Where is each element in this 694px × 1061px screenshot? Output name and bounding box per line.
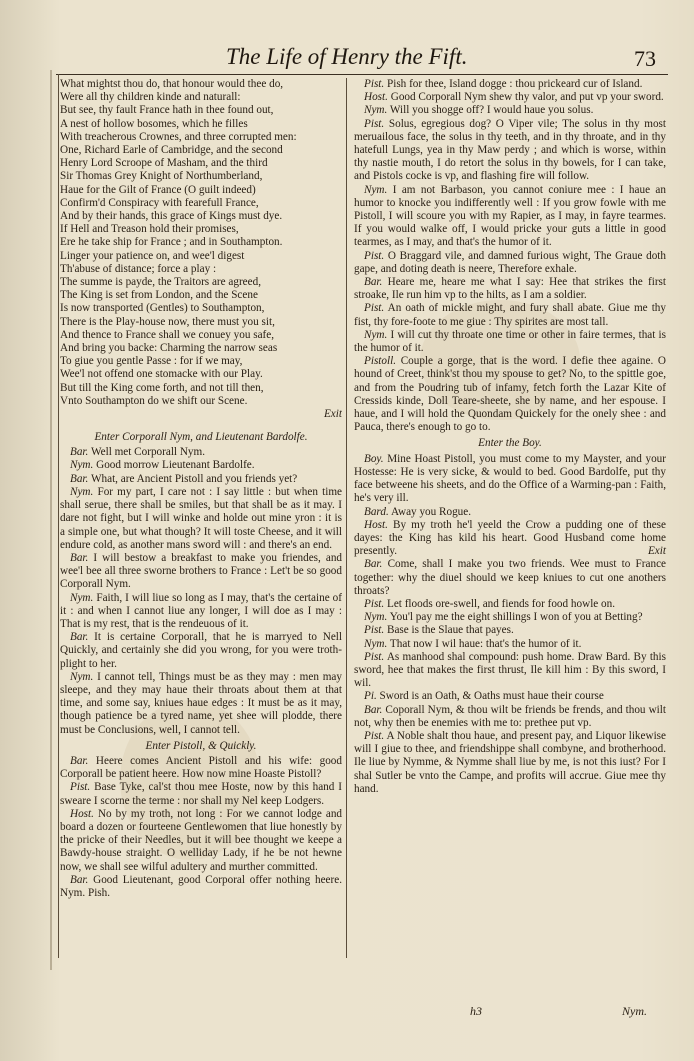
verse-line: And thence to France shall we conuey you safe,	[60, 328, 275, 341]
speaker-prefix: Pist.	[364, 624, 385, 637]
speaker-prefix: Nym.	[364, 637, 388, 650]
speech	[354, 91, 666, 104]
chorus-verse	[60, 78, 342, 408]
speech-text: Let floods ore-swell, and fiends for food howle on.	[387, 597, 616, 610]
speaker-prefix: Nym.	[70, 459, 94, 472]
facing-page-bleed	[0, 70, 48, 970]
verse-line: Haue for the Gilt of France (O guilt indeed)	[60, 183, 256, 196]
verse-line: Sir Thomas Grey Knight of Northumberland,	[60, 170, 263, 183]
speaker-prefix: Bar.	[70, 631, 89, 644]
speech	[60, 486, 342, 552]
speaker-prefix: Bar.	[70, 551, 89, 564]
speech	[354, 276, 666, 302]
speaker-prefix: Nym.	[70, 670, 94, 683]
speech-text: Good morrow Lieutenant Bardolfe.	[96, 459, 255, 472]
speech-text: Away you Rogue.	[390, 505, 472, 518]
speech-text: I am not Barbason, you cannot coniure mee : I haue an humor to knocke you indifferently well : If you grow fowle with me Pistoll, I will scoure you with my Rapier, as I may, in fayre tearmes. If you would walke off, I would pricke your guts a little in good tearmes, as I may, and that's the humor of it.	[354, 183, 666, 249]
verse-line: But see, thy fault France hath in thee found out,	[60, 104, 274, 117]
speech-text: Mine Hoast Pistoll, you must come to my Mayster, and your Hostesse: He is very sicke, & would to bed. Good Bardolfe, put thy face betweene his sheets, and do the Office of a Warming-pan : Faith, he's very ill.	[354, 452, 666, 505]
verse-line: There is the Play-house now, there must you sit,	[60, 315, 275, 328]
speech	[354, 118, 666, 184]
speech	[354, 730, 666, 796]
speech-text: Couple a gorge, that is the word. I defie thee againe. O hound of Creet, think'st thou my spouse to get? No, to the spittle goe, and from the Poudring tub of infamy, fetch forth the Lazar Kite of Cressids kinde, Doll Teare-sheete, she by name, and her espouse. I haue, and I will hold the Quondam Quickely for the onely shee : and Pauca, there's enough to go to.	[354, 355, 666, 434]
speech	[354, 329, 666, 355]
dialogue-block	[354, 453, 666, 796]
verse-line: To giue you gentle Passe : for if we may,	[60, 355, 243, 368]
speech	[354, 250, 666, 276]
speech	[354, 104, 666, 117]
speech-text: Good Corporall Nym shew thy valor, and put vp your sword.	[390, 91, 664, 104]
verse-line: Were all thy children kinde and naturall:	[60, 91, 241, 104]
speaker-prefix: Pist.	[364, 249, 385, 262]
verse-line: But till the King come forth, and not till then,	[60, 381, 264, 394]
verse-line: Th'abuse of distance; force a play :	[60, 262, 217, 275]
speech	[354, 184, 666, 250]
speech-text: I will cut thy throate one time or other in faire termes, that is the humor of it.	[354, 328, 667, 355]
verse-line: And by their hands, this grace of Kings must dye.	[60, 210, 283, 223]
speech-text: Base is the Slaue that payes.	[387, 624, 514, 637]
speaker-prefix: Pist.	[364, 302, 385, 315]
running-header	[56, 44, 668, 75]
speaker-prefix: Pist.	[364, 597, 385, 610]
speech	[354, 611, 666, 624]
right-column	[354, 78, 666, 796]
speech	[60, 808, 342, 874]
speech-text: What, are Ancient Pistoll and you friends yet?	[90, 472, 298, 485]
dialogue-block	[60, 755, 342, 900]
speaker-prefix: Nym.	[364, 104, 388, 117]
speech-text: Good Lieutenant, good Corporal offer nothing heere. Nym. Pish.	[60, 873, 343, 899]
stage-direction: Enter Pistoll, & Quickly.	[145, 739, 257, 752]
speaker-prefix: Nym.	[364, 328, 388, 341]
speech	[60, 592, 342, 632]
speaker-prefix: Bar.	[364, 703, 383, 716]
speech-text: Sword is an Oath, & Oaths must haue their course	[379, 690, 604, 703]
verse-line: One, Richard Earle of Cambridge, and the second	[60, 144, 283, 157]
speaker-prefix: Host.	[364, 518, 388, 531]
speaker-prefix: Boy.	[364, 452, 384, 465]
speech	[354, 558, 666, 598]
speech-text: An oath of mickle might, and fury shall abate. Giue me thy fist, thy fore-foote to me giue : Thy spirites are most tall.	[354, 302, 666, 328]
speech	[60, 473, 342, 486]
speech-text: It is certaine Corporall, that he is marryed to Nell Quickly, and certainly she did you wrong, for you were troth-plight to her.	[60, 631, 342, 670]
exit-direction: Exit	[647, 545, 666, 558]
speech	[60, 755, 342, 781]
speaker-prefix: Pist.	[364, 650, 385, 663]
verse-line: If Hell and Treason hold their promises,	[60, 223, 239, 236]
speech	[354, 704, 666, 730]
verse-line: Henry Lord Scroope of Masham, and the third	[60, 157, 268, 170]
signature-mark: h3	[470, 1004, 482, 1018]
speech	[354, 519, 666, 559]
speech	[354, 651, 666, 691]
speech	[60, 781, 342, 807]
speech-text: By my troth he'l yeeld the Crow a pudding one of these dayes: the King has kild his heart. Good Husband come home presently.	[354, 518, 667, 558]
speaker-prefix: Nym.	[70, 591, 94, 604]
verse-line: What mightst thou do, that honour would thee do,	[60, 78, 284, 90]
stage-direction: Enter the Boy.	[478, 437, 542, 450]
dialogue-block	[354, 78, 666, 434]
speech	[354, 506, 666, 519]
running-title: The Life of Henry the Fift.	[226, 44, 468, 69]
speech	[354, 355, 666, 434]
speaker-prefix: Pist.	[364, 78, 385, 90]
speaker-prefix: Nym.	[364, 611, 388, 624]
speech-text: You'l pay me the eight shillings I won of you at Betting?	[389, 611, 643, 624]
speaker-prefix: Host.	[70, 807, 94, 820]
exit-direction: Exit	[323, 408, 342, 421]
speech	[60, 459, 342, 472]
speech-text: As manhood shal compound: push home. Draw Bard. By this sword, hee that makes the first thrust, Ile kill him : By this sword, I wil.	[354, 650, 666, 690]
verse-line: The summe is payde, the Traitors are agreed,	[60, 276, 262, 289]
speech	[354, 690, 666, 703]
speaker-prefix: Pi.	[364, 690, 377, 703]
speech-text: Will you shogge off? I would haue you solus.	[389, 104, 594, 117]
speaker-prefix: Bard.	[364, 505, 389, 518]
speech	[354, 453, 666, 506]
speech-text: Coporall Nym, & thou wilt be friends be frends, and thou wilt not, why then be enemies with me to: prethee put vp.	[354, 703, 666, 729]
left-column	[60, 78, 342, 900]
speech	[354, 638, 666, 651]
speech	[60, 446, 342, 459]
speaker-prefix: Bar.	[364, 276, 383, 289]
speaker-prefix: Nym.	[364, 183, 388, 196]
speaker-prefix: Pist.	[364, 117, 385, 130]
speaker-prefix: Nym.	[70, 485, 94, 498]
speaker-prefix: Bar.	[70, 446, 89, 459]
speech-text: I cannot tell, Things must be as they may : men may sleepe, and they may haue their throats about them at that time, and some say, kniues haue edges : It must be as it may, though patience be a tyred name, yet shee will plodde, there must be Conclusions, well, I cannot tell.	[60, 670, 342, 736]
speech-text: Heere comes Ancient Pistoll and his wife: good Corporall be patient heere. How now mine Hoaste Pistoll?	[60, 754, 342, 781]
speech-text: O Braggard vile, and damned furious wight, The Graue doth gape, and doting death is neere, Therefore exhale.	[354, 249, 666, 275]
verse-line: Linger your patience on, and wee'l digest	[60, 249, 245, 262]
verse-line: Ere he take ship for France ; and in Southampton.	[60, 236, 283, 249]
verse-line: And bring you backe: Charming the narrow seas	[60, 342, 278, 355]
speech-text: Base Tyke, cal'st thou mee Hoste, now by this hand I sweare I scorne the terme : nor shall my Nel keep Lodgers.	[60, 781, 343, 807]
speech	[60, 671, 342, 737]
speech-text: A Noble shalt thou haue, and present pay, and Liquor likewise will I giue to thee, and friendshippe shall combyne, and brotherhood. Ile liue by Nymme, & Nymme shall liue by me, is not this iust? For I shal Sutler be vnto the Campe, and profits will accrue. Giue mee thy hand.	[354, 729, 666, 795]
column-border	[58, 74, 59, 958]
page-number: 73	[634, 46, 656, 71]
speech-text: That now I wil haue: that's the humor of it.	[389, 637, 582, 650]
speech	[60, 552, 342, 592]
speech	[60, 631, 342, 671]
speaker-prefix: Host.	[364, 91, 388, 104]
speaker-prefix: Bar.	[70, 472, 89, 485]
stage-direction: Enter Corporall Nym, and Lieutenant Bardolfe.	[94, 431, 308, 444]
speaker-prefix: Pist.	[70, 781, 91, 794]
speech	[354, 302, 666, 328]
speech-text: Heare me, heare me what I say: Hee that strikes the first stroake, Ile run him vp to the hilts, as I am a soldier.	[354, 276, 667, 302]
verse-line: Vnto Southampton do we shift our Scene.	[60, 394, 248, 407]
speech-text: Pish for thee, Island dogge : thou prickeard cur of Island.	[387, 78, 643, 90]
speaker-prefix: Bar.	[70, 873, 89, 886]
speech-text: Solus, egregious dog? O Viper vile; The solus in thy most meruailous face, the solus in thy teeth, and in thy throate, and in thy hatefull Lungs, yea in thy Maw perdy ; and which is worse, within thy nastie mouth, I do retort the solus in thy bowels, for I can take, and Pistols cocke is vp, and flashing fire will follow.	[354, 117, 666, 183]
speech	[354, 78, 666, 91]
speech-text: For my part, I care not : I say little : but when time shall serue, there shall be smiles, but that shall be as it may. I dare not fight, but I will winke and holde out mine yron : it is a simple one, but what though? It will toste Cheese, and it will endure cold, as another mans sword will : and there's an end.	[60, 485, 343, 551]
verse-line: With treacherous Crownes, and three corrupted men:	[60, 130, 297, 143]
speech	[354, 598, 666, 611]
verse-line: Confirm'd Conspiracy with fearefull France,	[60, 196, 259, 209]
verse-line: Wee'l not offend one stomacke with our Play.	[60, 368, 263, 381]
gutter-rule	[50, 70, 52, 970]
speaker-prefix: Bar.	[364, 558, 383, 571]
speech-text: I will bestow a breakfast to make you friendes, and wee'l bee all three sworne brothers to France : Let't be so good Corporall Nym.	[60, 551, 343, 591]
speech	[354, 624, 666, 637]
speech-text: Well met Corporall Nym.	[90, 446, 206, 459]
column-divider	[346, 78, 347, 958]
speaker-prefix: Pist.	[364, 729, 385, 742]
verse-line: Is now transported (Gentles) to Southampton,	[60, 302, 265, 315]
verse-line: A nest of hollow bosomes, which he filles	[60, 117, 248, 130]
speaker-prefix: Bar.	[70, 754, 89, 767]
speech-text: Come, shall I make you two friends. Wee must to France together: why the diuel should we keep kniues to cut one anothers throats?	[354, 558, 666, 597]
catchword: Nym.	[622, 1004, 647, 1018]
dialogue-block	[60, 446, 342, 736]
speech-text: Faith, I will liue so long as I may, that's the certaine of it : and when I cannot liue any longer, I will doe as I may : That is my rest, that is the rendeuous of it.	[60, 591, 343, 630]
verse-line: The King is set from London, and the Scene	[60, 289, 258, 302]
speaker-prefix: Pistoll.	[364, 355, 397, 368]
speech	[60, 874, 342, 900]
speech-text: No by my troth, not long : For we cannot lodge and board a dozen or fourteene Gentlewomen that liue honestly by the pricke of their Needles, but it will bee thought we keepe a Bawdy-house straight. O welliday Lady, if he be not hewne now, we shall see wilful adultery and murther committed.	[60, 807, 343, 873]
